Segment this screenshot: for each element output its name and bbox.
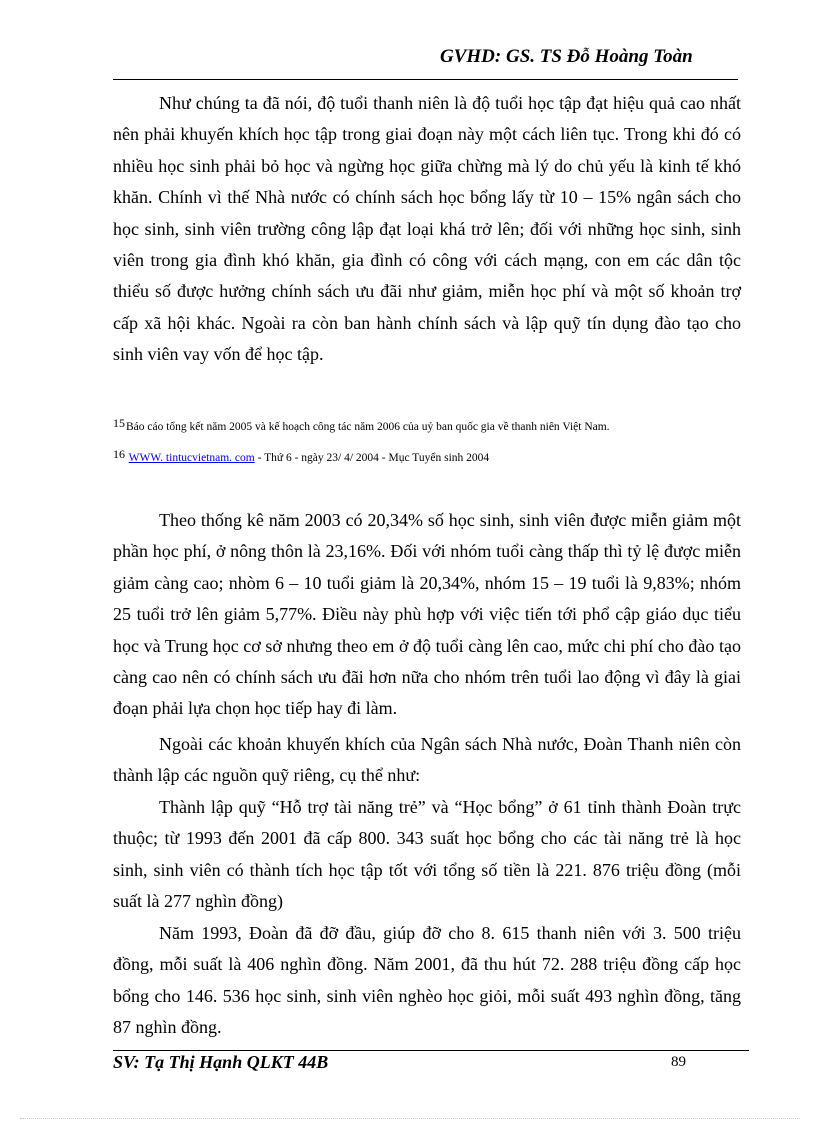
body-paragraph-1: Như chúng ta đã nói, độ tuổi thanh niên là độ tuổi học tập đạt hiệu quả cao nhất nên phải khuyến khích học tập trong giai đoạn này một cách liên tục. Trong khi đó có nhiều học sinh phải bỏ học và ngừng học giữa chừng mà lý do chủ yếu là kinh tế khó khăn. Chính vì thế Nhà nước có chính sách học bổng lấy từ 10 – 15% ngân sách cho học sinh, sinh viên trường công lập đạt loại khá trở lên; đối với những học sinh, sinh viên trong gia đình khó khăn, gia đình có công với cách mạng, con em các dân tộc thiểu số được hưởng chính sách ưu đãi như giảm, miễn học phí và một số khoản trợ cấp xã hội khác. Ngoài ra còn ban hành chính sách và lập quỹ tín dụng đào tạo cho sinh viên vay vốn để học tập. (113, 93, 741, 365)
header-divider (113, 79, 738, 80)
footnote-16-link[interactable]: WWW. tintucvietnam. com (128, 452, 255, 464)
footnote-16 (113, 447, 489, 465)
page-number: 89 (671, 1054, 686, 1070)
footnote-16-text: - Thứ 6 - ngày 23/ 4/ 2004 - Mục Tuyển sinh 2004 (254, 452, 490, 464)
footnote-15-text: Báo cáo tổng kết năm 2005 và kế hoạch công tác năm 2006 của uỷ ban quốc gia về thanh niên Việt Nam. (126, 421, 610, 433)
footnote-16-number: 16 (113, 447, 125, 461)
body-paragraph-3: Ngoài các khoản khuyến khích của Ngân sách Nhà nước, Đoàn Thanh niên còn thành lập các nguồn quỹ riêng, cụ thể như: (113, 734, 741, 786)
body-paragraph-5: Năm 1993, Đoàn đã đỡ đầu, giúp đỡ cho 8. 615 thanh niên với 3. 500 triệu đồng, mỗi suất là 406 nghìn đồng. Năm 2001, đã thu hút 72. 288 triệu đồng cấp học bổng cho 146. 536 học sinh, sinh viên nghèo học giỏi, mỗi suất 493 nghìn đồng, tăng 87 nghìn đồng. (113, 923, 741, 1038)
page-bottom-border (20, 1118, 800, 1119)
header-title: GVHD: GS. TS Đỗ Hoàng Toàn (440, 46, 693, 67)
body-paragraph-2: Theo thống kê năm 2003 có 20,34% số học sinh, sinh viên được miễn giảm một phần học phí, ở nông thôn là 23,16%. Đối với nhóm tuổi càng thấp thì tỷ lệ được miễn giảm càng cao; nhòm 6 – 10 tuổi giảm là 20,34%, nhóm 15 – 19 tuổi là 9,83%; nhóm 25 tuổi trở lên giảm 5,77%. Điều này phù hợp với việc tiến tới phổ cập giáo dục tiểu học và Trung học cơ sở nhưng theo em ở độ tuổi càng lên cao, mức chi phí cho đào tạo càng cao nên có chính sách ưu đãi hơn nữa cho nhóm trên tuổi lao động vì đây là giai đoạn phải lựa chọn học tiếp hay đi làm. (113, 510, 741, 719)
footnote-15-number: 15 (113, 416, 125, 430)
footnote-15 (113, 416, 610, 434)
footer-divider (113, 1050, 749, 1051)
footer-author: SV: Tạ Thị Hạnh QLKT 44B (113, 1052, 329, 1072)
body-paragraph-4: Thành lập quỹ “Hỗ trợ tài năng trẻ” và “Học bổng” ở 61 tỉnh thành Đoàn trực thuộc; từ 1993 đến 2001 đã cấp 800. 343 suất học bổng cho các tài năng trẻ là học sinh, sinh viên có thành tích học tập tốt với tổng số tiền là 221. 876 triệu đồng (mỗi suất là 277 nghìn đồng) (113, 797, 741, 912)
